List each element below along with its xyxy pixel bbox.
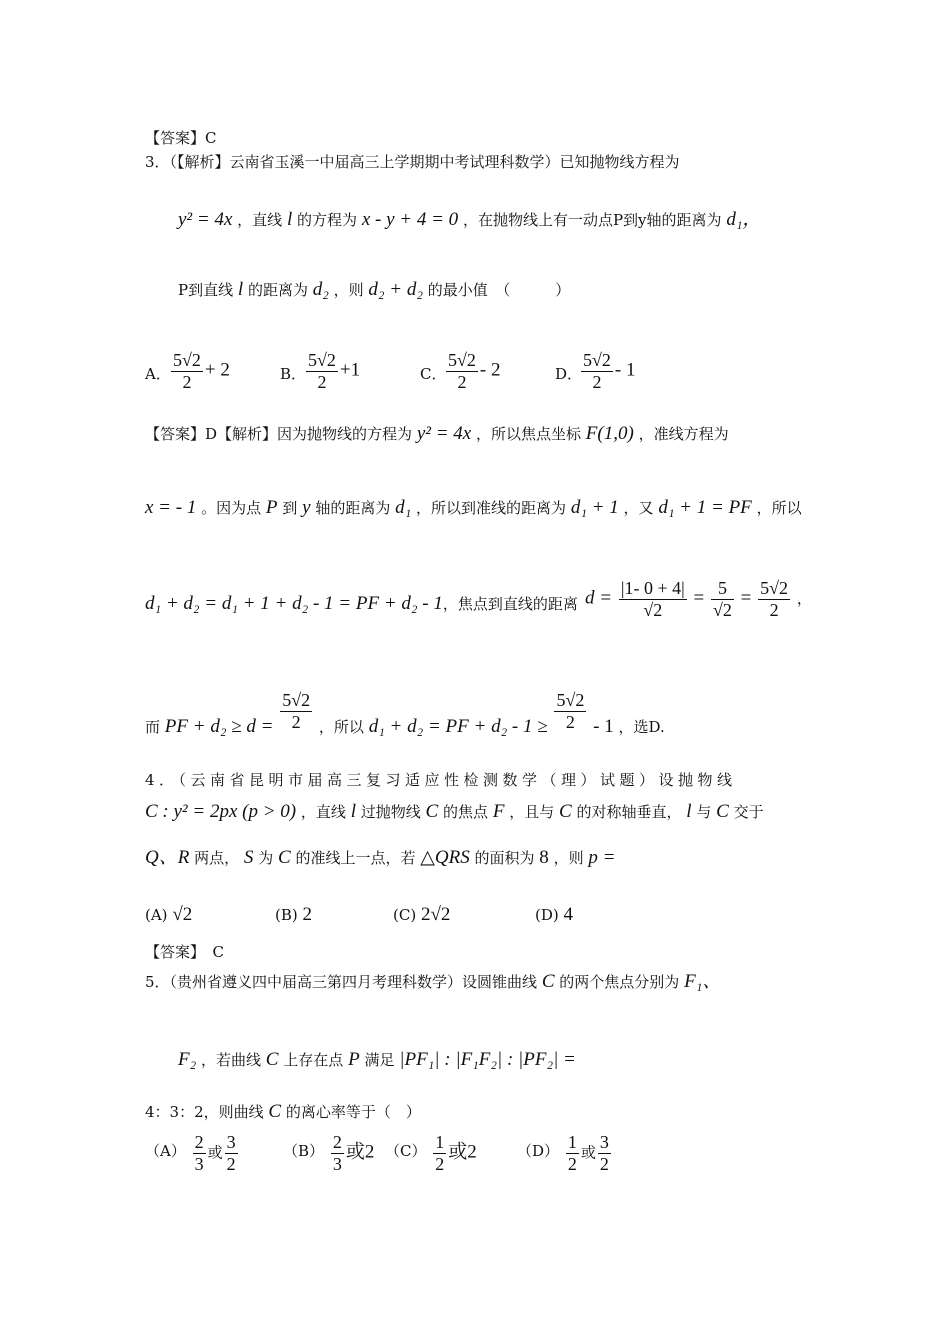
q3-sol-math: = [693,587,705,609]
q4-header: 4．（云南省昆明市届高三复习适应性检测数学（理）试题）设抛物线 [145,771,737,789]
q3-sol-text: 而 [145,717,161,736]
frac-num: 5√2 [760,578,789,598]
q5-option-label: （A） [145,1141,186,1160]
frac-num: 1 [567,1132,577,1152]
q4-math: p = [588,847,616,868]
q4-text: 的对称轴垂直， [576,803,682,821]
q3-sol-text: ，所以 [756,499,802,517]
q3-option-tail: - 2 [479,359,501,381]
q3-solution-2 [145,498,802,518]
q4-option-value: 4 [563,904,574,925]
q4-math: C [425,801,439,822]
q3-d1: d₁， [726,209,762,230]
q4-math: △QRS [420,847,470,868]
q3-option-b [304,350,360,393]
frac-den: 2 [599,1154,609,1174]
q4-text: 两点， [194,849,240,867]
q3-sol-math: d₁ + d₂ = d₁ + 1 + d₂ - 1 = PF + d₂ - 1 [145,593,443,614]
q4-line3 [145,848,615,868]
q3-sol-math: d₁ + 1 [570,497,619,518]
q5-option-a [145,1132,240,1175]
q4-option-c [393,905,450,925]
q3-option-tail: + 2 [204,359,230,381]
frac-den: 2 [457,372,467,392]
q5-math: C [265,1049,279,1070]
frac-num: 5√2 [448,350,476,370]
q5-line2 [178,1050,576,1070]
q4-option-value: 2√2 [420,904,451,925]
q4-option-b [275,905,312,925]
q3-sol-math: d = [585,587,613,609]
q3-d2: d₂ [312,279,329,300]
q3-sol-math: y [302,497,311,518]
q3-solution-4 [145,690,665,742]
q5-math: C [268,1101,282,1122]
q4-math: C [559,801,572,822]
q3-sum: d₂ + d₂ [368,279,423,300]
q5-math: F₁、 [684,971,722,992]
q3-solution-1 [145,424,729,444]
q3-sol-math: d₁ + 1 = PF [658,497,752,518]
q3-sol-math: d₁ [395,497,412,518]
q4-math: l [350,801,356,822]
q3-sol-text: 到 [282,499,298,517]
q5-option-or: 或2 [345,1141,375,1163]
q5-option-b [283,1132,374,1175]
q3-text: 的距离为 [247,281,308,299]
q5-text: 4：3：2，则曲线 [145,1103,264,1121]
frac-den: 2 [317,372,327,392]
q5-line3 [145,1102,421,1122]
q3-sol-math: y² = 4x [416,423,472,444]
frac-num: 5 [711,578,734,600]
q4-text: ，直线 [300,803,346,821]
q5-option-d [517,1132,613,1175]
q5-text: ，若曲线 [201,1051,262,1069]
q3-text: ，在抛物线上有一动点P到y轴的距离为 [462,211,722,229]
q4-math: S [243,847,254,868]
q3-sol-text: 。因为点 [201,499,262,517]
q4-math: C [716,801,729,822]
q3-line-l: l [237,279,244,300]
q3-text: 的最小值 （ ） [427,281,571,299]
q3-option-a-label: A． [145,365,171,383]
frac-num: 2 [194,1132,204,1152]
q5-math: F₂ [178,1049,197,1070]
q4-text: 为 [258,849,274,867]
frac-num: 5√2 [282,690,311,710]
q3-sol-text: ，所以焦点坐标 [475,425,581,443]
q3-line2 [178,280,570,300]
q5-text: 上存在点 [283,1051,344,1069]
q4-option-d [535,905,573,925]
frac-num: 5√2 [583,350,611,370]
frac-num: 3 [226,1132,236,1152]
q4-option-label: (B) [275,906,298,924]
q4-text: 过抛物线 [360,803,421,821]
q4-option-label: (C) [393,906,417,924]
q3-sol-math: PF + d₂ ≥ d = [164,715,274,737]
frac-den: 2 [182,372,192,392]
q4-text: 交于 [733,803,764,821]
frac-den: 3 [194,1154,204,1174]
q4-math: l [686,801,692,822]
q3-sol-text: ，焦点到直线的距离 [442,595,578,613]
q5-text: 满足 [364,1051,395,1069]
q5-option-label: （D） [517,1141,560,1160]
q3-sol-text: ，准线方程为 [638,425,729,443]
q4-answer: 【答案】 C [145,943,224,961]
q3-sol-text: ，又 [623,499,654,517]
q3-text: P到直线 [178,281,234,299]
frac-num: 3 [599,1132,609,1152]
q4-math: Q、R [145,847,190,868]
q3-sol-text: ，所以到准线的距离为 [416,499,567,517]
q3-option-b-label: B． [280,365,307,383]
q5-option-or: 或 [207,1143,223,1162]
frac-den: 2 [565,712,575,732]
frac-num: 5√2 [173,350,201,370]
frac-num: |1- 0 + 4| [620,578,685,598]
q3-option-c [444,350,500,393]
frac-num: 1 [435,1132,445,1152]
q5-option-label: （C） [385,1141,427,1160]
q4-math: F [492,801,505,822]
q5-option-c [385,1132,477,1175]
q4-option-a [145,905,192,925]
q4-option-value: 2 [302,904,313,925]
q3-line1 [178,210,761,230]
q5-option-or: 或 [580,1143,596,1162]
frac-num: 5√2 [308,350,336,370]
q4-math: 8 [539,847,549,868]
frac-den: 3 [332,1154,342,1174]
q4-text: 的焦点 [443,803,489,821]
q5-math: C [541,971,555,992]
q4-text: ，且与 [509,803,555,821]
q3-sol3-distance [585,578,812,621]
q3-option-c-label: C． [420,365,447,383]
q3-eq-parabola: y² = 4x [178,209,233,230]
frac-den: 2 [592,372,602,392]
q5-math: P [348,1049,360,1070]
q5-header [145,972,721,992]
q5-text: 的两个焦点分别为 [559,973,680,991]
q4-text: ，则 [553,849,584,867]
q3-sol-text: 【答案】D【解析】因为抛物线的方程为 [145,425,413,443]
q3-sol-text: ， [796,589,812,608]
q3-sol-math: - 1 [593,715,614,737]
q3-sol-math: x = - 1 [145,497,197,518]
q3-sol-math: = [740,587,752,609]
frac-den: √2 [643,600,663,620]
q3-text: ，直线 [237,211,283,229]
q4-text: 与 [696,803,712,821]
q4-text: 的面积为 [474,849,535,867]
q3-sol-text: 轴的距离为 [315,499,391,517]
frac-den: 2 [769,600,779,620]
q3-sol-math: d₁ + d₂ = PF + d₂ - 1 ≥ [368,715,548,737]
q3-option-d-label: D． [555,365,583,383]
q3-option-a [169,350,230,393]
q4-math: C [277,847,291,868]
frac-den: 2 [435,1154,445,1174]
q5-text: 5．（贵州省遵义四中届高三第四月考理科数学）设圆锥曲线 [145,973,538,991]
frac-num: 2 [332,1132,342,1152]
q3-line-l: l [286,209,293,230]
prev-answer: 【答案】C [145,129,217,147]
q5-text: 的离心率等于（ ） [285,1103,421,1121]
q3-sol-math: P [265,497,278,518]
q3-sol3-lhs [145,594,578,614]
q3-sol-text: ，选D. [618,717,665,736]
q4-math: C : y² = 2px (p > 0) [145,801,297,822]
q5-option-or: 或2 [448,1141,477,1163]
frac-num: 5√2 [556,690,585,710]
q4-option-value: √2 [172,904,193,925]
q4-option-label: (D) [535,906,559,924]
frac-den: √2 [713,600,732,620]
q3-header: 3．（【解析】云南省玉溪一中届高三上学期期中考试理科数学）已知抛物线方程为 [145,153,680,171]
q3-text: ，则 [333,281,364,299]
frac-den: 2 [226,1154,236,1174]
q4-text: 的准线上一点，若 [295,849,416,867]
frac-den: 2 [291,712,301,732]
q3-option-tail: +1 [339,359,361,381]
q3-text: 的方程为 [297,211,358,229]
q3-eq-line: x - y + 4 = 0 [361,209,459,230]
frac-den: 2 [567,1154,577,1174]
q3-sol-math: F(1,0) [585,423,634,444]
q5-option-label: （B） [283,1141,325,1160]
q3-option-tail: - 1 [614,359,636,381]
q3-sol-text: ，所以 [318,717,364,736]
q3-option-d [579,350,635,393]
q4-option-label: (A) [145,906,168,924]
q5-math: |PF₁| : |F₁F₂| : |PF₂| = [399,1049,576,1070]
q4-line2 [145,802,764,822]
